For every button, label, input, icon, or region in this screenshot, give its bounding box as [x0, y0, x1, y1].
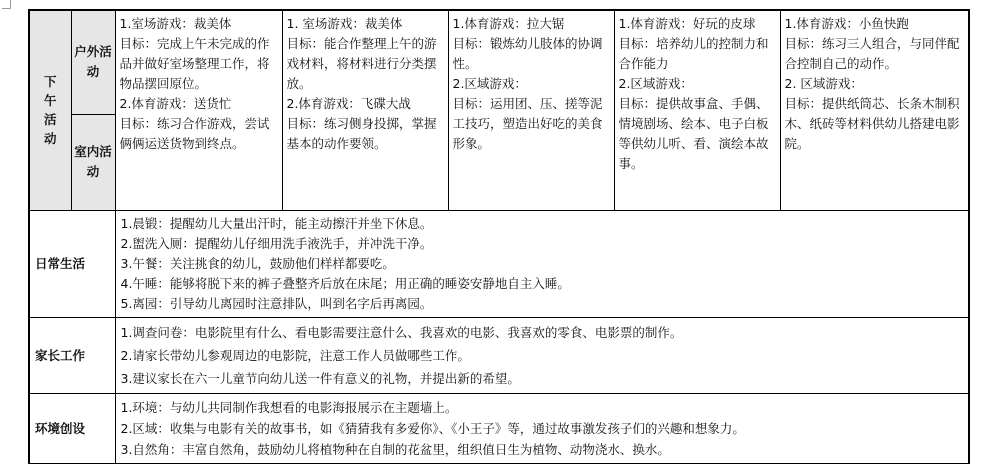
list-item: 5.离园：引导幼儿离园时注意排队，叫到名字后再离园。 — [120, 295, 433, 311]
day-cell — [448, 10, 614, 210]
list-item: 3.午餐：关注挑食的幼儿，鼓励他们样样都要吃。 — [120, 255, 395, 271]
list-item: 1.调查问卷：电影院里有什么、看电影需要注意什么、我喜欢的电影、我喜欢的零食、电影票的制作。 — [120, 324, 683, 340]
page-corner-mark — [2, 0, 11, 9]
list-item: 4.午睡：能够将脱下来的裤子叠整齐后放在床尾；用正确的睡姿安静地自主入睡。 — [120, 275, 570, 291]
list-item: 2.盥洗入厕：提醒幼儿仔细用洗手液洗手，并冲洗干净。 — [120, 235, 433, 251]
list-item: 1.晨锻：提醒幼儿大量出汗时，能主动擦汗并坐下休息。 — [120, 215, 433, 231]
activity-line: 1.室场游戏：裁美体 — [119, 16, 232, 31]
day-cell — [115, 10, 282, 210]
activity-line: 2.体育游戏：飞碟大战 — [286, 96, 411, 111]
daily-life-row — [29, 210, 969, 317]
goal-line: 目标：练习三人组合，与同伴配合控制自己的动作。 — [784, 36, 960, 71]
outdoor-activity-header: 户外活动 — [71, 10, 115, 114]
activity-line: 1.体育游戏：好玩的皮球 — [618, 16, 756, 31]
list-item: 2.请家长带幼儿参观周边的电影院，注意工作人员做哪些工作。 — [120, 347, 470, 363]
activity-line: 2.区域游戏： — [618, 76, 693, 91]
goal-line: 目标：培养幼儿的控制力和合作能力 — [618, 36, 769, 71]
list-item: 1.环境：与幼儿共同制作我想看的电影海报展示在主题墙上。 — [120, 399, 458, 415]
goal-line: 目标：运用团、压、搓等泥工技巧，塑造出好吃的美食形象。 — [452, 96, 603, 151]
day-cell — [614, 10, 780, 210]
daily-life-header: 日常生活 — [29, 210, 115, 317]
goal-line: 目标：练习合作游戏，尝试俩俩运送货物到终点。 — [119, 116, 270, 151]
goal-line: 目标：能合作整理上午的游戏材料，将材料进行分类摆放。 — [286, 36, 437, 91]
environment-content — [115, 393, 969, 463]
daily-life-content — [115, 210, 969, 317]
goal-line: 目标：练习侧身投掷，掌握基本的动作要领。 — [286, 116, 437, 151]
family-work-content — [115, 317, 969, 393]
indoor-activity-header: 室内活动 — [71, 114, 115, 210]
activity-line: 1.体育游戏：拉大锯 — [452, 16, 565, 31]
environment-row — [29, 393, 969, 463]
day-cell — [282, 10, 448, 210]
goal-line: 目标：提供纸筒芯、长条木制积木、纸砖等材料供幼儿搭建电影院。 — [784, 96, 960, 151]
activity-line: 1. 室场游戏：裁美体 — [286, 16, 403, 31]
afternoon-activity-header: 下午活动 — [29, 10, 71, 210]
activity-line: 2.体育游戏：送货忙 — [119, 96, 232, 111]
list-item: 2.区域：收集与电影有关的故事书，如《猜猜我有多爱你》、《小王子》等，通过故事激发孩子们的兴趣和想象力。 — [120, 420, 745, 436]
family-work-row — [29, 317, 969, 393]
environment-header: 环境创设 — [29, 393, 115, 463]
list-item: 3.建议家长在六一儿童节向幼儿送一件有意义的礼物，并提出新的希望。 — [120, 370, 520, 386]
goal-line: 目标：完成上午未完成的作品并做好室场整理工作，将物品摆回原位。 — [119, 36, 270, 91]
list-item: 3.自然角：丰富自然角，鼓励幼儿将植物种在自制的花盆里，组织值日生为植物、动物浇水、换水。 — [120, 441, 670, 457]
afternoon-row-outdoor — [29, 10, 969, 114]
goal-line: 目标：锻炼幼儿肢体的协调性。 — [452, 36, 603, 71]
activity-line: 2. 区域游戏： — [784, 76, 863, 91]
goal-line: 目标：提供故事盒、手偶、情境剧场、绘本、电子白板等供幼儿听、看、演绘本故事。 — [618, 96, 769, 171]
day-cell — [780, 10, 969, 210]
family-work-header: 家长工作 — [29, 317, 115, 393]
weekly-plan-table — [28, 9, 970, 464]
activity-line: 1.体育游戏：小鱼快跑 — [784, 16, 909, 31]
activity-line: 2.区域游戏： — [452, 76, 527, 91]
